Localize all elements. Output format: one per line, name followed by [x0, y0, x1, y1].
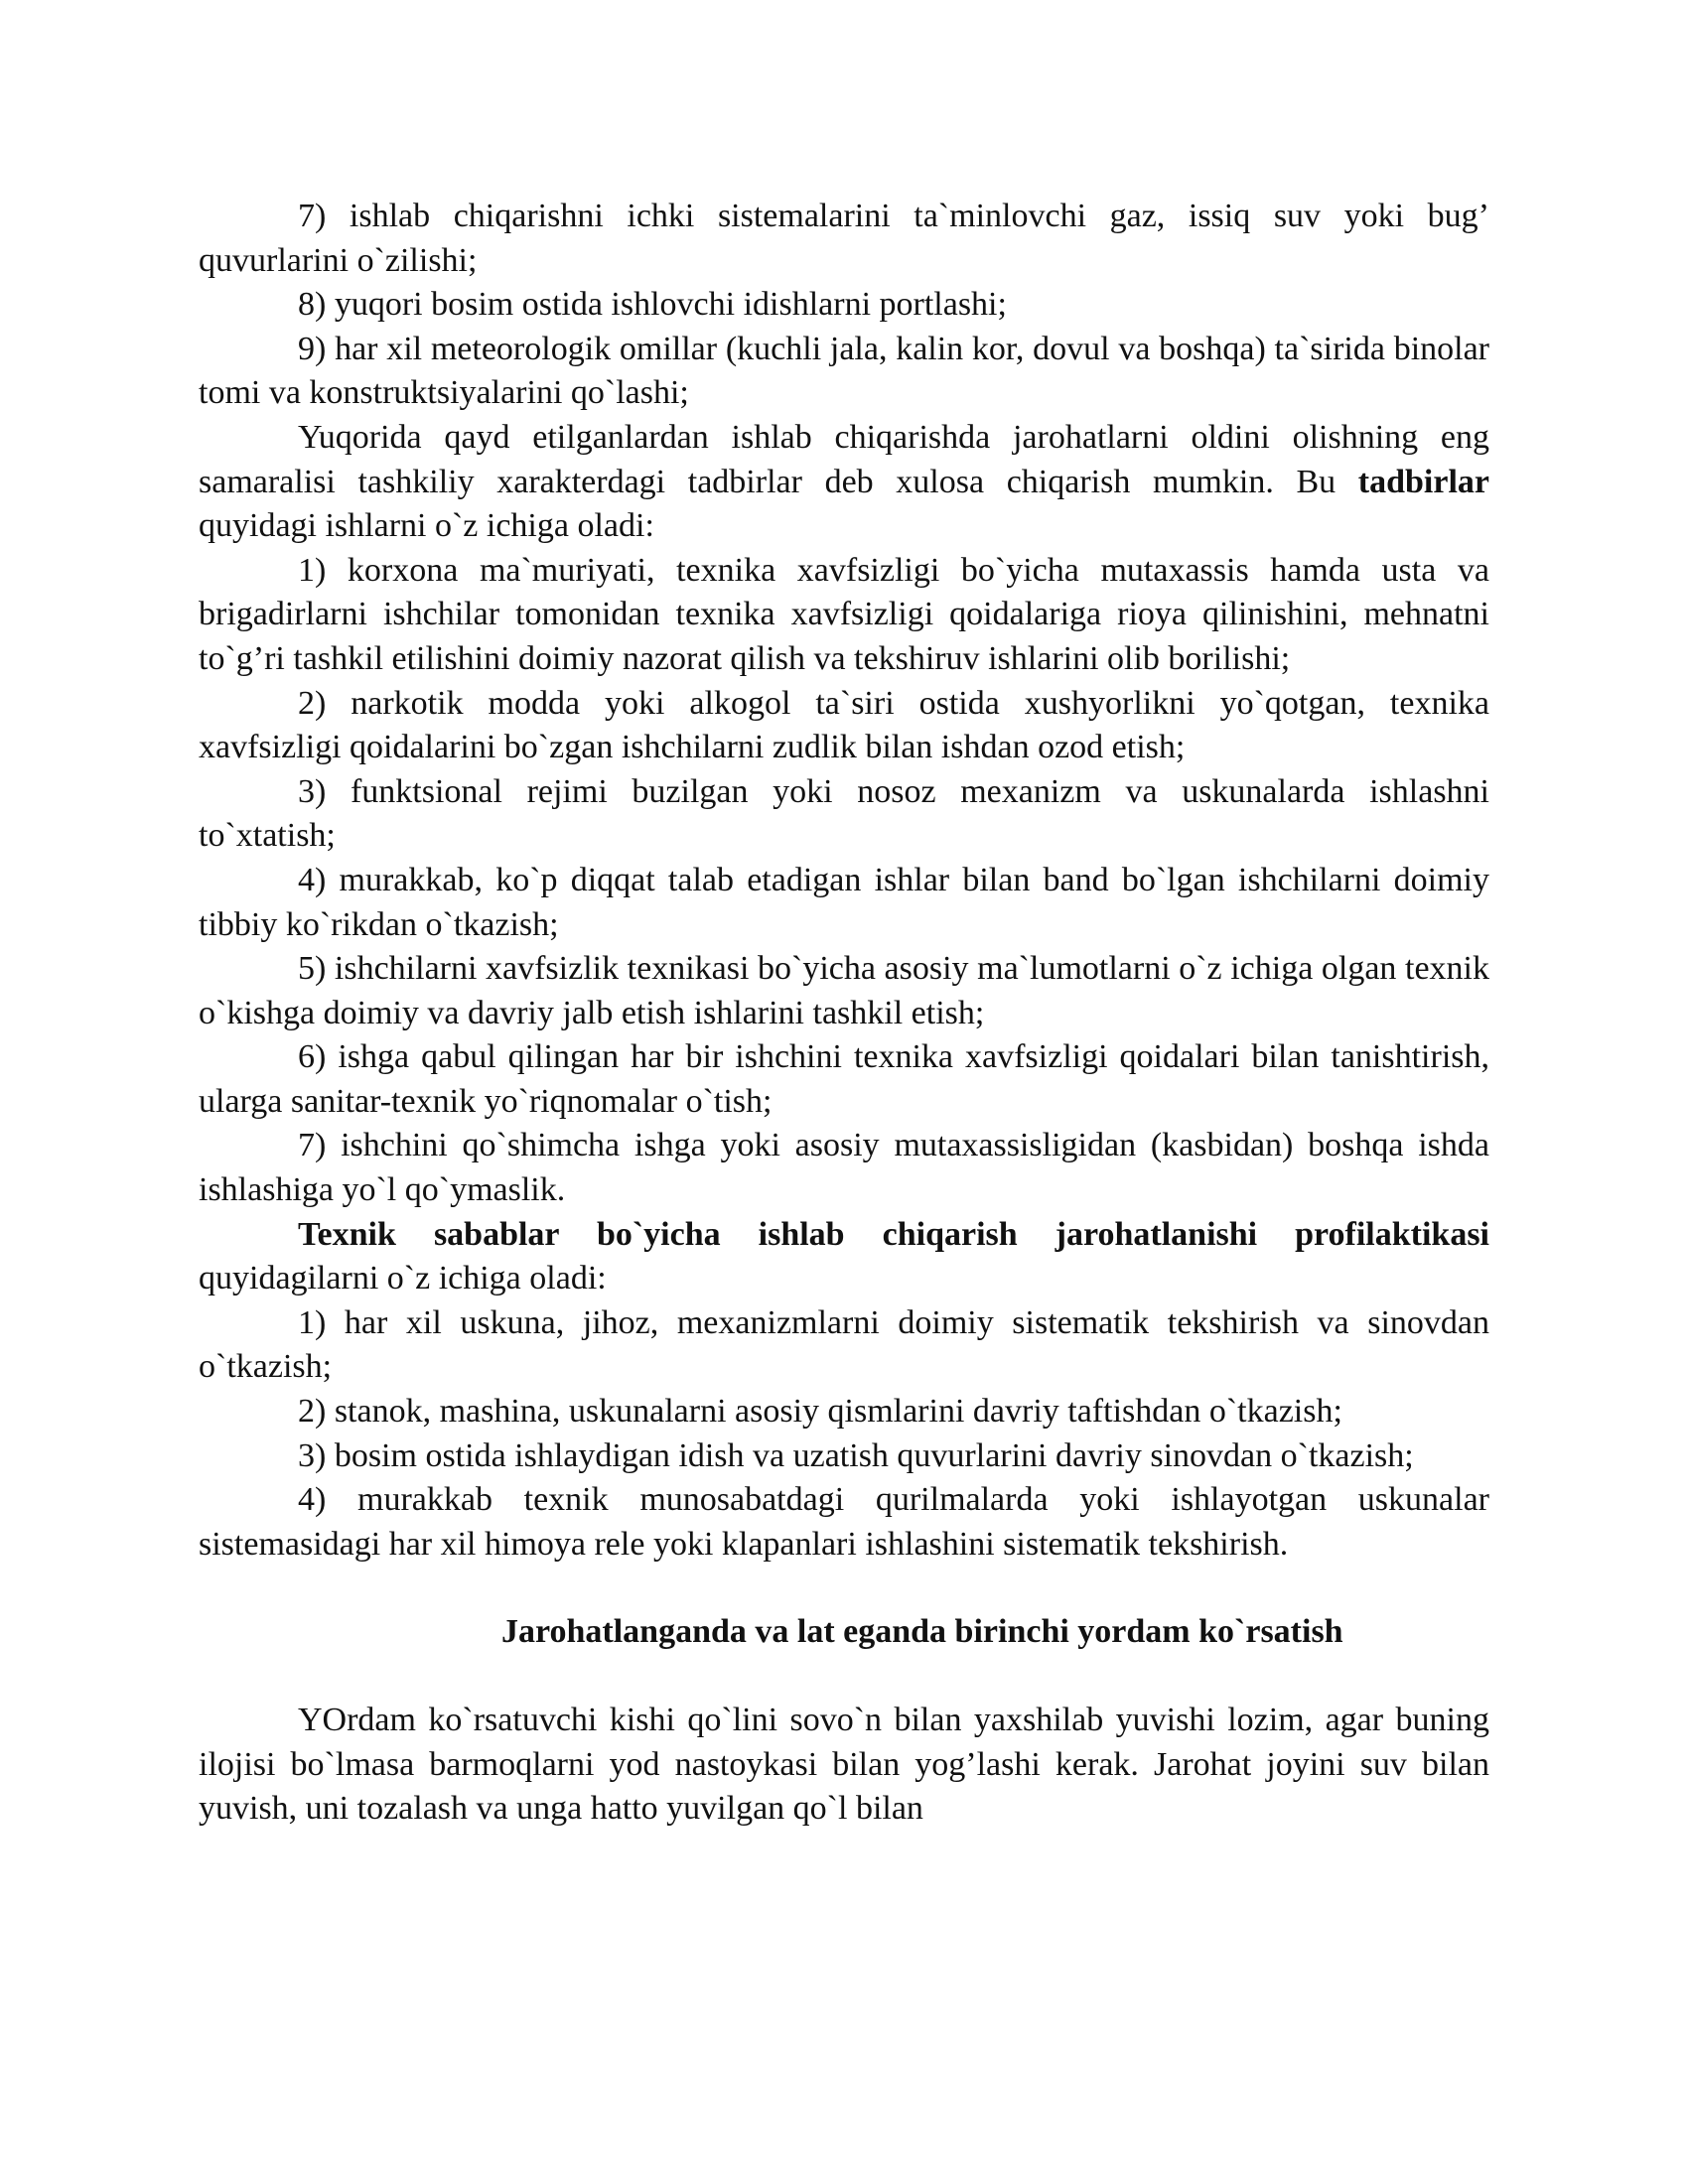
first-aid-paragraph: YOrdam ko`rsatuvchi kishi qo`lini sovo`n bilan yaxshilab yuvishi lozim, agar buning ilojisi bo`lmasa barmoqlarni yod nastoykasi bilan yog’lashi kerak. Jarohat joyini suv bilan yuvish, uni tozalash va unga hatto yuvilgan qo`l bilan: [199, 1702, 1489, 1828]
organizational-item-7: 7) ishchini qo`shimcha ishga yoki asosiy mutaxassisligidan (kasbidan) boshqa ishda ishlashiga yo`l qo`ymaslik.: [199, 1127, 1489, 1209]
conclusion-tail: quyidagi ishlarni o`z ichiga oladi:: [199, 507, 654, 545]
technical-item-2: 2) stanok, mashina, uskunalarni asosiy qismlarini davriy taftishdan o`tkazish;: [298, 1393, 1342, 1431]
paragraph-item-8: 8) yuqori bosim ostida ishlovchi idishlarni portlashi;: [298, 286, 1007, 324]
technical-item-1: 1) har xil uskuna, jihoz, mexanizmlarni doimiy sistematik tekshirish va sinovdan o`tkazish;: [199, 1303, 1489, 1386]
organizational-item-3: 3) funktsional rejimi buzilgan yoki nosoz mexanizm va uskunalarda ishlashni to`xtatish;: [199, 772, 1489, 855]
technical-item-4: 4) murakkab texnik munosabatdagi qurilmalarda yoki ishlayotgan uskunalar sistemasidagi har xil himoya rele yoki klapanlari ishlashini sistematik tekshirish.: [199, 1481, 1489, 1563]
technical-intro: [199, 1213, 1489, 1301]
paragraph-conclusion: [199, 416, 1489, 549]
paragraph-item-9: 9) har xil meteorologik omillar (kuchli jala, kalin kor, dovul va boshqa) ta`sirida binolar tomi va konstruktsiyalarini qo`lashi;: [199, 330, 1489, 412]
technical-intro-bold: Texnik sabablar bo`yicha ishlab chiqarish jarohatlanishi profilaktikasi: [298, 1215, 1489, 1253]
conclusion-text: Yuqorida qayd etilganlardan ishlab chiqarishda jarohatlarni oldini olishning eng samaralisi tashkiliy xarakterdagi tadbirlar deb xulosa chiqarish mumkin. Bu: [199, 418, 1489, 500]
organizational-item-6: 6) ishga qabul qilingan har bir ishchini texnika xavfsizligi qoidalari bilan tanishtirish, ularga sanitar-texnik yo`riqnomalar o`tish;: [199, 1038, 1489, 1120]
organizational-item-2: 2) narkotik modda yoki alkogol ta`siri ostida xushyorlikni yo`qotgan, texnika xavfsizligi qoidalarini bo`zgan ishchilarni zudlik bilan ishdan ozod etish;: [199, 684, 1489, 766]
text-body: [199, 195, 1489, 1832]
conclusion-bold: tadbirlar: [1357, 463, 1489, 500]
technical-intro-tail: quyidagilarni o`z ichiga oladi:: [199, 1260, 607, 1297]
organizational-item-5: 5) ishchilarni xavfsizlik texnikasi bo`yicha asosiy ma`lumotlarni o`z ichiga olgan texnik o`kishga doimiy va davriy jalb etish ishlarini tashkil etish;: [199, 950, 1489, 1031]
organizational-item-4: 4) murakkab, ko`p diqqat talab etadigan ishlar bilan band bo`lgan ishchilarni doimiy tibbiy ko`rikdan o`tkazish;: [199, 861, 1489, 943]
paragraph-item-7: 7) ishlab chiqarishni ichki sistemalarini ta`minlovchi gaz, issiq suv yoki bug’ quvurlarini o`zilishi;: [199, 198, 1489, 279]
section-heading: Jarohatlanganda va lat eganda birinchi yordam ko`rsatish: [501, 1613, 1343, 1651]
organizational-item-1: 1) korxona ma`muriyati, texnika xavfsizligi bo`yicha mutaxassis hamda usta va brigadirlarni ishchilar tomonidan texnika xavfsizligi qoidalariga rioya qilinishini, mehnatni to`g’ri tashkil etilishini doimiy nazorat qilish va tekshiruv ishlarini olib borilishi;: [199, 551, 1489, 677]
technical-item-3: 3) bosim ostida ishlaydigan idish va uzatish quvurlarini davriy sinovdan o`tkazish;: [298, 1436, 1414, 1474]
